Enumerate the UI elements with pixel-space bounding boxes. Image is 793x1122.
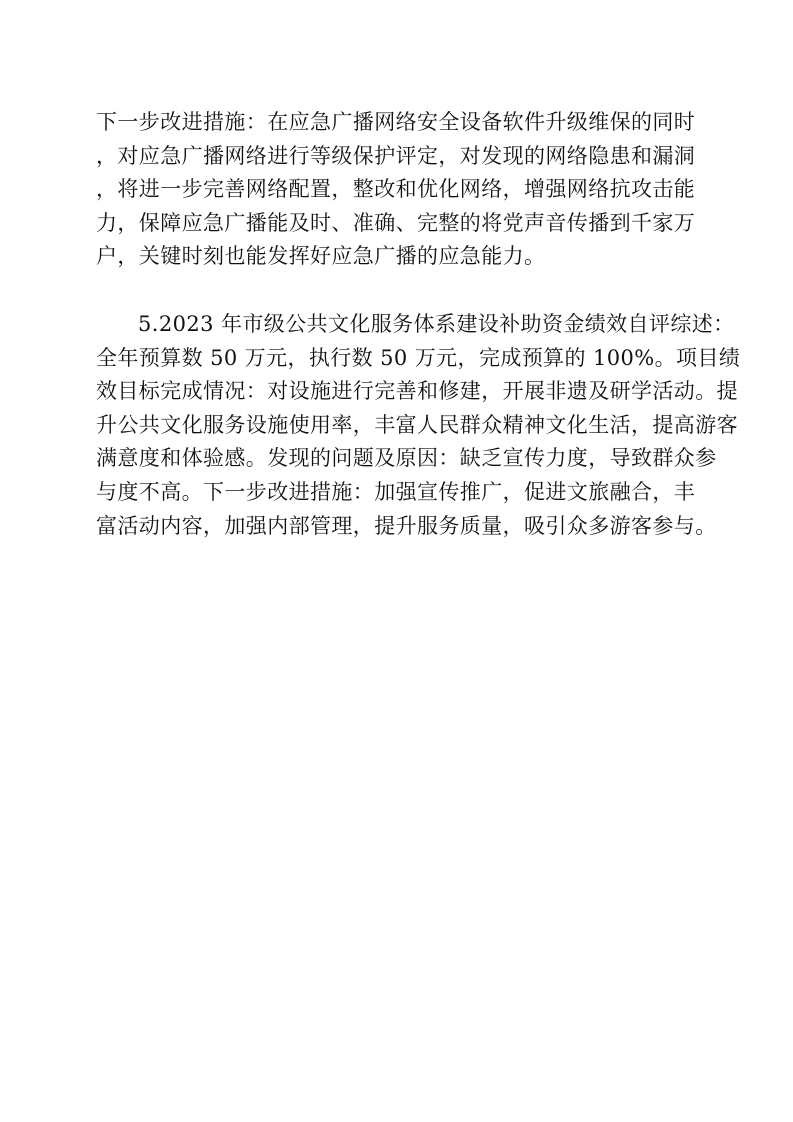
paragraph-line: 全年预算数 50 万元，执行数 50 万元，完成预算的 100%。项目绩 [96, 345, 741, 370]
paragraph-line: 升公共文化服务设施使用率，丰富人民群众精神文化生活，提高游客 [96, 412, 738, 437]
paragraph-line: 满意度和体验感。发现的问题及原因：缺乏宣传力度，导致群众参 [96, 446, 717, 471]
paragraph-line: ，将进一步完善网络配置，整改和优化网络，增强网络抗攻击能 [96, 177, 696, 202]
paragraph-performance-summary [96, 308, 741, 543]
paragraph-line: 力，保障应急广播能及时、准确、完整的将党声音传播到千家万 [96, 210, 696, 235]
paragraph-line: 富活动内容，加强内部管理，提升服务质量，吸引众多游客参与。 [96, 513, 717, 538]
paragraph-line: 户，关键时刻也能发挥好应急广播的应急能力。 [96, 244, 546, 269]
paragraph-line: 与度不高。下一步改进措施：加强宣传推广，促进文旅融合，丰 [96, 479, 696, 504]
paragraph-line: 5.2023 年市级公共文化服务体系建设补助资金绩效自评综述： [138, 312, 735, 336]
paragraph-line: 下一步改进措施：在应急广播网络安全设备软件升级维保的同时 [96, 110, 696, 134]
paragraph-line: ，对应急广播网络进行等级保护评定，对发现的网络隐患和漏洞 [96, 143, 696, 168]
paragraph-line: 效目标完成情况：对设施进行完善和修建，开展非遗及研学活动。提 [96, 379, 738, 404]
paragraph-improvement-measures [96, 106, 701, 274]
